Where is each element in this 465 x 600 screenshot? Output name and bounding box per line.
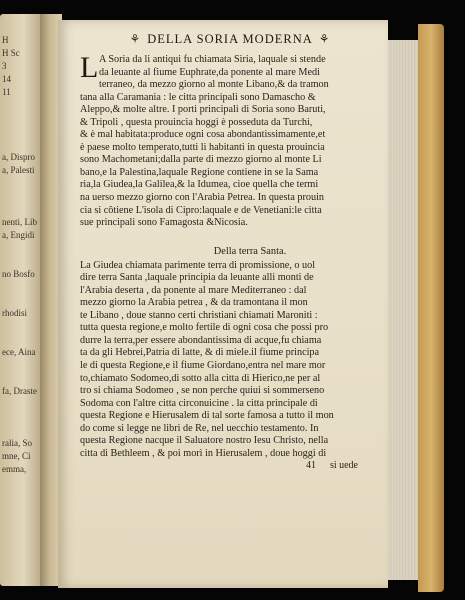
text-line: bano,e la Palestina,laquale Regione contiene in se la Sama	[80, 166, 319, 178]
left-fragment-line: H Sc	[2, 48, 20, 58]
paragraph-soria-lines	[80, 51, 380, 230]
left-fragment-line	[2, 398, 42, 411]
text-line: A Soria da li antiqui fu chiamata Siria, laquale si stende	[99, 54, 326, 65]
paragraph-soria	[80, 51, 380, 230]
left-fragment-line	[2, 359, 42, 372]
left-fragment-line: mne, Ci	[2, 451, 31, 461]
text-line: dire terra Santa ,laquale principia da leuante alli monti de	[80, 272, 314, 284]
text-line: mezzo giorno la Arabia petrea , & da tramontana il mon	[80, 297, 308, 309]
left-fragment-line	[2, 125, 42, 138]
left-fragment-line: 3	[2, 61, 7, 71]
text-line: terraneo, da mezzo giorno al monte Libano,& da tramon	[99, 79, 329, 91]
text-line: sono Machometani;dalla parte di mezzo giorno al monte Li	[80, 154, 322, 166]
page-fore-edge	[386, 40, 421, 580]
left-fragment-line: ralia, So	[2, 438, 32, 448]
text-line: & è mal habitata:produce ogni cosa abondantissimamente,et	[80, 129, 326, 141]
left-fragment-line	[2, 476, 42, 489]
fleuron-right-icon: ⚘	[318, 31, 331, 46]
text-line: questa Regione nacque il Saluatore nostro Iesu Christo, nella	[80, 435, 329, 447]
text-line: ria,la Giudea,la Galilea,& la Idumea, cioe quella che termi	[80, 179, 319, 191]
left-fragment-line	[2, 294, 42, 307]
section-subheading: Della terra Santa.	[213, 245, 287, 257]
text-line: è paese molto temperato,tutti li habitanti in questa prouincia	[80, 141, 325, 153]
drop-cap: L	[80, 51, 99, 84]
text-line: & Tripoli , questa prouincia hoggi è posseduta da Turchi,	[80, 116, 313, 128]
left-fragment-line	[2, 190, 42, 203]
left-fragment-line	[2, 489, 42, 502]
text-line: le di questa Regione,e il fiume Giordano,entra nel mare mor	[80, 360, 326, 372]
left-fragment-line: a, Dispro	[2, 152, 35, 162]
paragraph-terra-santa	[80, 260, 380, 461]
catchword: si uede	[329, 460, 358, 472]
page-heading	[80, 28, 380, 50]
right-page	[58, 20, 388, 588]
left-fragment-line	[2, 177, 42, 190]
book-binding	[418, 24, 444, 592]
left-fragment-line: ece, Aina	[2, 347, 36, 357]
text-line: cia si côtiene L'isola di Cipro:laquale e de Venetiani:le citta	[80, 204, 322, 216]
text-line: na uerso mezzo giorno con l'Arabia Petrea. In questa prouin	[80, 192, 324, 204]
text-line: tana alla Caramania : le citta principali sono Damascho &	[80, 91, 316, 103]
left-fragment-line: nenti, Lib	[2, 217, 37, 227]
left-fragment-line	[2, 333, 42, 346]
page-footer	[80, 460, 380, 473]
text-line: Aleppo,& molte altre. I porti principali di Soria sono Baruti,	[80, 104, 326, 116]
text-line: da leuante al fiume Euphrate,da ponente al mare Medi	[99, 66, 320, 78]
text-line: sue principali sono Famagosta &Nicosia.	[80, 217, 248, 229]
text-line: citta di Bethleem , & poi morì in Hierusalem , doue hoggi di	[80, 447, 327, 459]
fleuron-left-icon: ⚘	[129, 31, 142, 46]
text-line: La Giudea chiamata parimente terra di promissione, o uol	[80, 259, 316, 271]
left-fragment-line: rhodisi	[2, 308, 28, 318]
page-number: 41	[305, 460, 316, 472]
left-fragment-line	[2, 99, 42, 112]
text-line: Sodoma con l'altre citta circonuicine . la citta principale di	[80, 397, 318, 409]
page-text-block	[80, 28, 380, 473]
page-heading-text: DELLA SORIA MODERNA	[147, 31, 313, 46]
text-line: ta da gli Hebrei,Patria di latte, & di miele.il fiume principa	[80, 347, 320, 359]
left-fragment-line	[2, 424, 42, 437]
left-fragment-line	[2, 372, 42, 385]
left-fragment-line	[2, 138, 42, 151]
left-fragment-line: no Bosfo	[2, 269, 35, 279]
show-through-text	[128, 231, 380, 245]
text-line: tro si chiama Sodomeo , se non perche quiui si sommerseno	[80, 385, 325, 397]
left-fragment-line	[2, 112, 42, 125]
left-fragment-line: a, Palesti	[2, 165, 35, 175]
left-fragment-line: H	[2, 35, 9, 45]
left-fragment-line	[2, 255, 42, 268]
left-fragment-line	[2, 281, 42, 294]
text-line: durre la terra,per essere abondantissima di acque,fu chiama	[80, 334, 322, 346]
text-line: questa Regione e Hierusalem di tal sorte famosa a tutto il mon	[80, 410, 334, 422]
left-fragment-line: 14	[2, 74, 11, 84]
text-line: tutta questa regione,e molto fertile di ogni cosa che possi pro	[80, 322, 329, 334]
left-fragment-line: emma,	[2, 464, 27, 474]
left-fragment-line	[2, 320, 42, 333]
text-line: te Libano , doue stanno certi christiani chiamati Maroniti :	[80, 309, 318, 321]
left-fragment-line	[2, 242, 42, 255]
book-spread	[0, 14, 448, 592]
left-fragment-line: a, Engidi	[2, 230, 35, 240]
left-page-text-fragments	[2, 34, 42, 502]
left-fragment-line	[2, 411, 42, 424]
text-line: l'Arabia deserta , da ponente al mare Mediterraneo : dal	[80, 284, 307, 296]
left-page-edge	[0, 14, 42, 586]
text-line: to,chiamato Sodomeo,di sotto alla citta di Hierico,ne per al	[80, 372, 321, 384]
left-fragment-line	[2, 203, 42, 216]
text-line: do come si legge ne libri de Re, nel uecchio testamento. In	[80, 422, 319, 434]
left-fragment-line: 11	[2, 87, 11, 97]
left-fragment-line: fa, Draste	[2, 386, 37, 396]
